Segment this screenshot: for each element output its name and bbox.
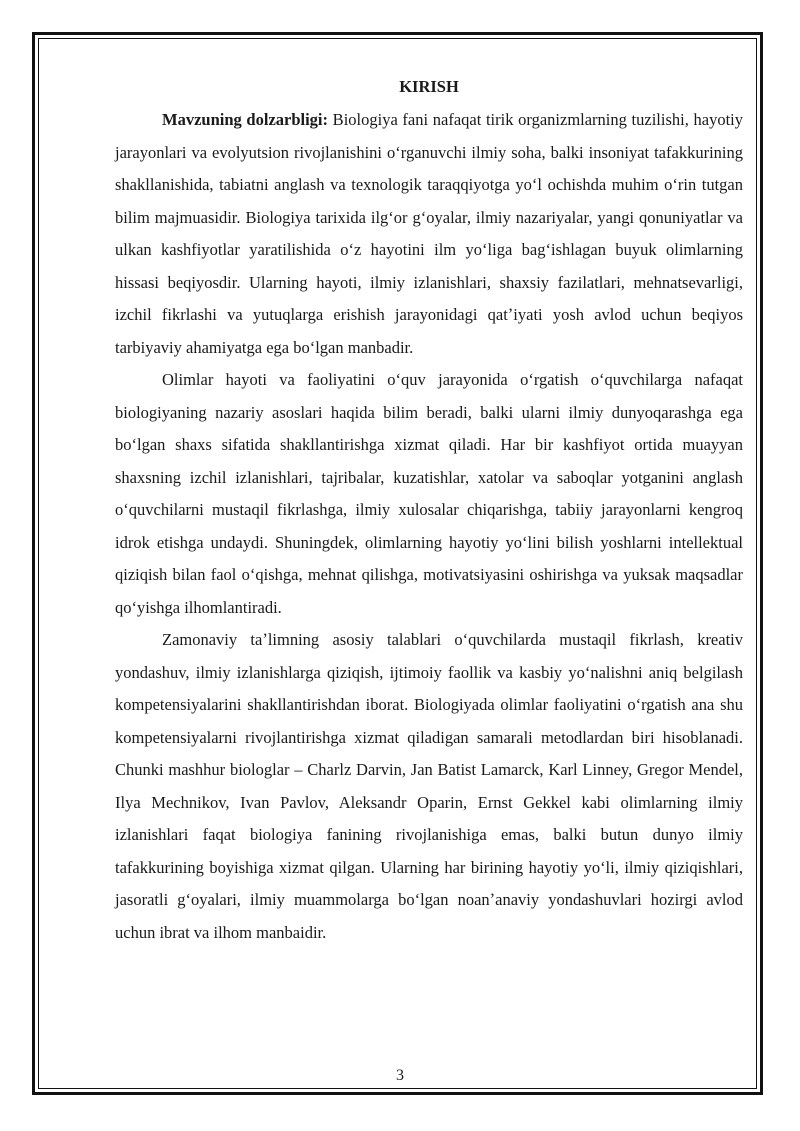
section-title: KIRISH [399,77,459,96]
paragraph-text: Zamonaviy taʼlimning asosiy talablari oʻquvchilarda mustaqil fikrlash, kreativ yondashuv, ilmiy izlanishlarga qiziqish, ijtimoiy faollik va kasbiy yoʻnalishni aniq belgilash kompetensiyalarini shakllantirishdan iborat. Biologiyada olimlar faoliyatini oʻrgatish ana shu kompetensiyalarni rivojlantirishga xizmat qiladigan samarali metodlardan biri hisoblanadi. Chunki mashhur biologlar – Charlz Darvin, Jan Batist Lamarck, Karl Linney, Gregor Mendel, Ilya Mechnikov, Ivan Pavlov, Aleksandr Oparin, Ernst Gekkel kabi olimlarning ilmiy izlanishlari faqat biologiya fanining rivojlanishiga emas, balki butun dunyo ilmiy tafakkurining boyishiga xizmat qilgan. Ularning har birining hayotiy yoʻli, ilmiy qiziqishlari, jasoratli gʻoyalari, ilmiy muammolarga boʻlgan noanʼanaviy yondashuvlari hozirgi avlod uchun ibrat va ilhom manbaidir. [115,630,743,942]
document-body [115,76,743,949]
page-number: 3 [396,1067,404,1084]
paragraph-scientists-study [115,364,743,624]
paragraph-text: Biologiya fani nafaqat tirik organizmlarning tuzilishi, hayotiy jarayonlari va evolyutsion rivojlanishini oʻrganuvchi ilmiy soha, balki insoniyat tafakkurining shakllanishida, tabiatni anglash va texnologik taraqqiyotga yoʻl ochishda muhim oʻrin tutgan bilim majmuasidir. Biologiya tarixida ilgʻor gʻoyalar, ilmiy nazariyalar, yangi qonuniyatlar va ulkan kashfiyotlar yaratilishida oʻz hayotini ilm yoʻliga bagʻishlagan buyuk olimlarning hissasi beqiyosdir. Ularning hayoti, ilmiy izlanishlari, shaxsiy fazilatlari, mehnatsevarligi, izchil fikrlashi va yutuqlarga erishish jarayonidagi qatʼiyati yosh avlod uchun beqiyos tarbiyaviy ahamiyatga ega boʻlgan manbadir. [115,110,744,357]
paragraph-text: Olimlar hayoti va faoliyatini oʻquv jarayonida oʻrgatish oʻquvchilarga nafaqat biologiyaning nazariy asoslari haqida bilim beradi, balki ularni ilmiy dunyoqarashga ega boʻlgan shaxs sifatida shakllantirishga xizmat qiladi. Har bir kashfiyot ortida muayyan shaxsning izchil izlanishlari, tajribalar, kuzatishlar, xatolar va saboqlar yotganini anglash oʻquvchilarni mustaqil fikrlashga, ilmiy xulosalar chiqarishga, tabiiy jarayonlarni kengroq idrok etishga undaydi. Shuningdek, olimlarning hayotiy yoʻlini bilish yoshlarni intellektual qiziqish bilan faol oʻqishga, mehnat qilishga, motivatsiyasini oshirishga va yuksak maqsadlar qoʻyishga ilhomlantiradi. [115,370,743,617]
paragraph-relevance [115,104,743,364]
paragraph-modern-education [115,624,743,949]
paragraph-lead: Mavzuning dolzarbligi: [162,110,329,129]
